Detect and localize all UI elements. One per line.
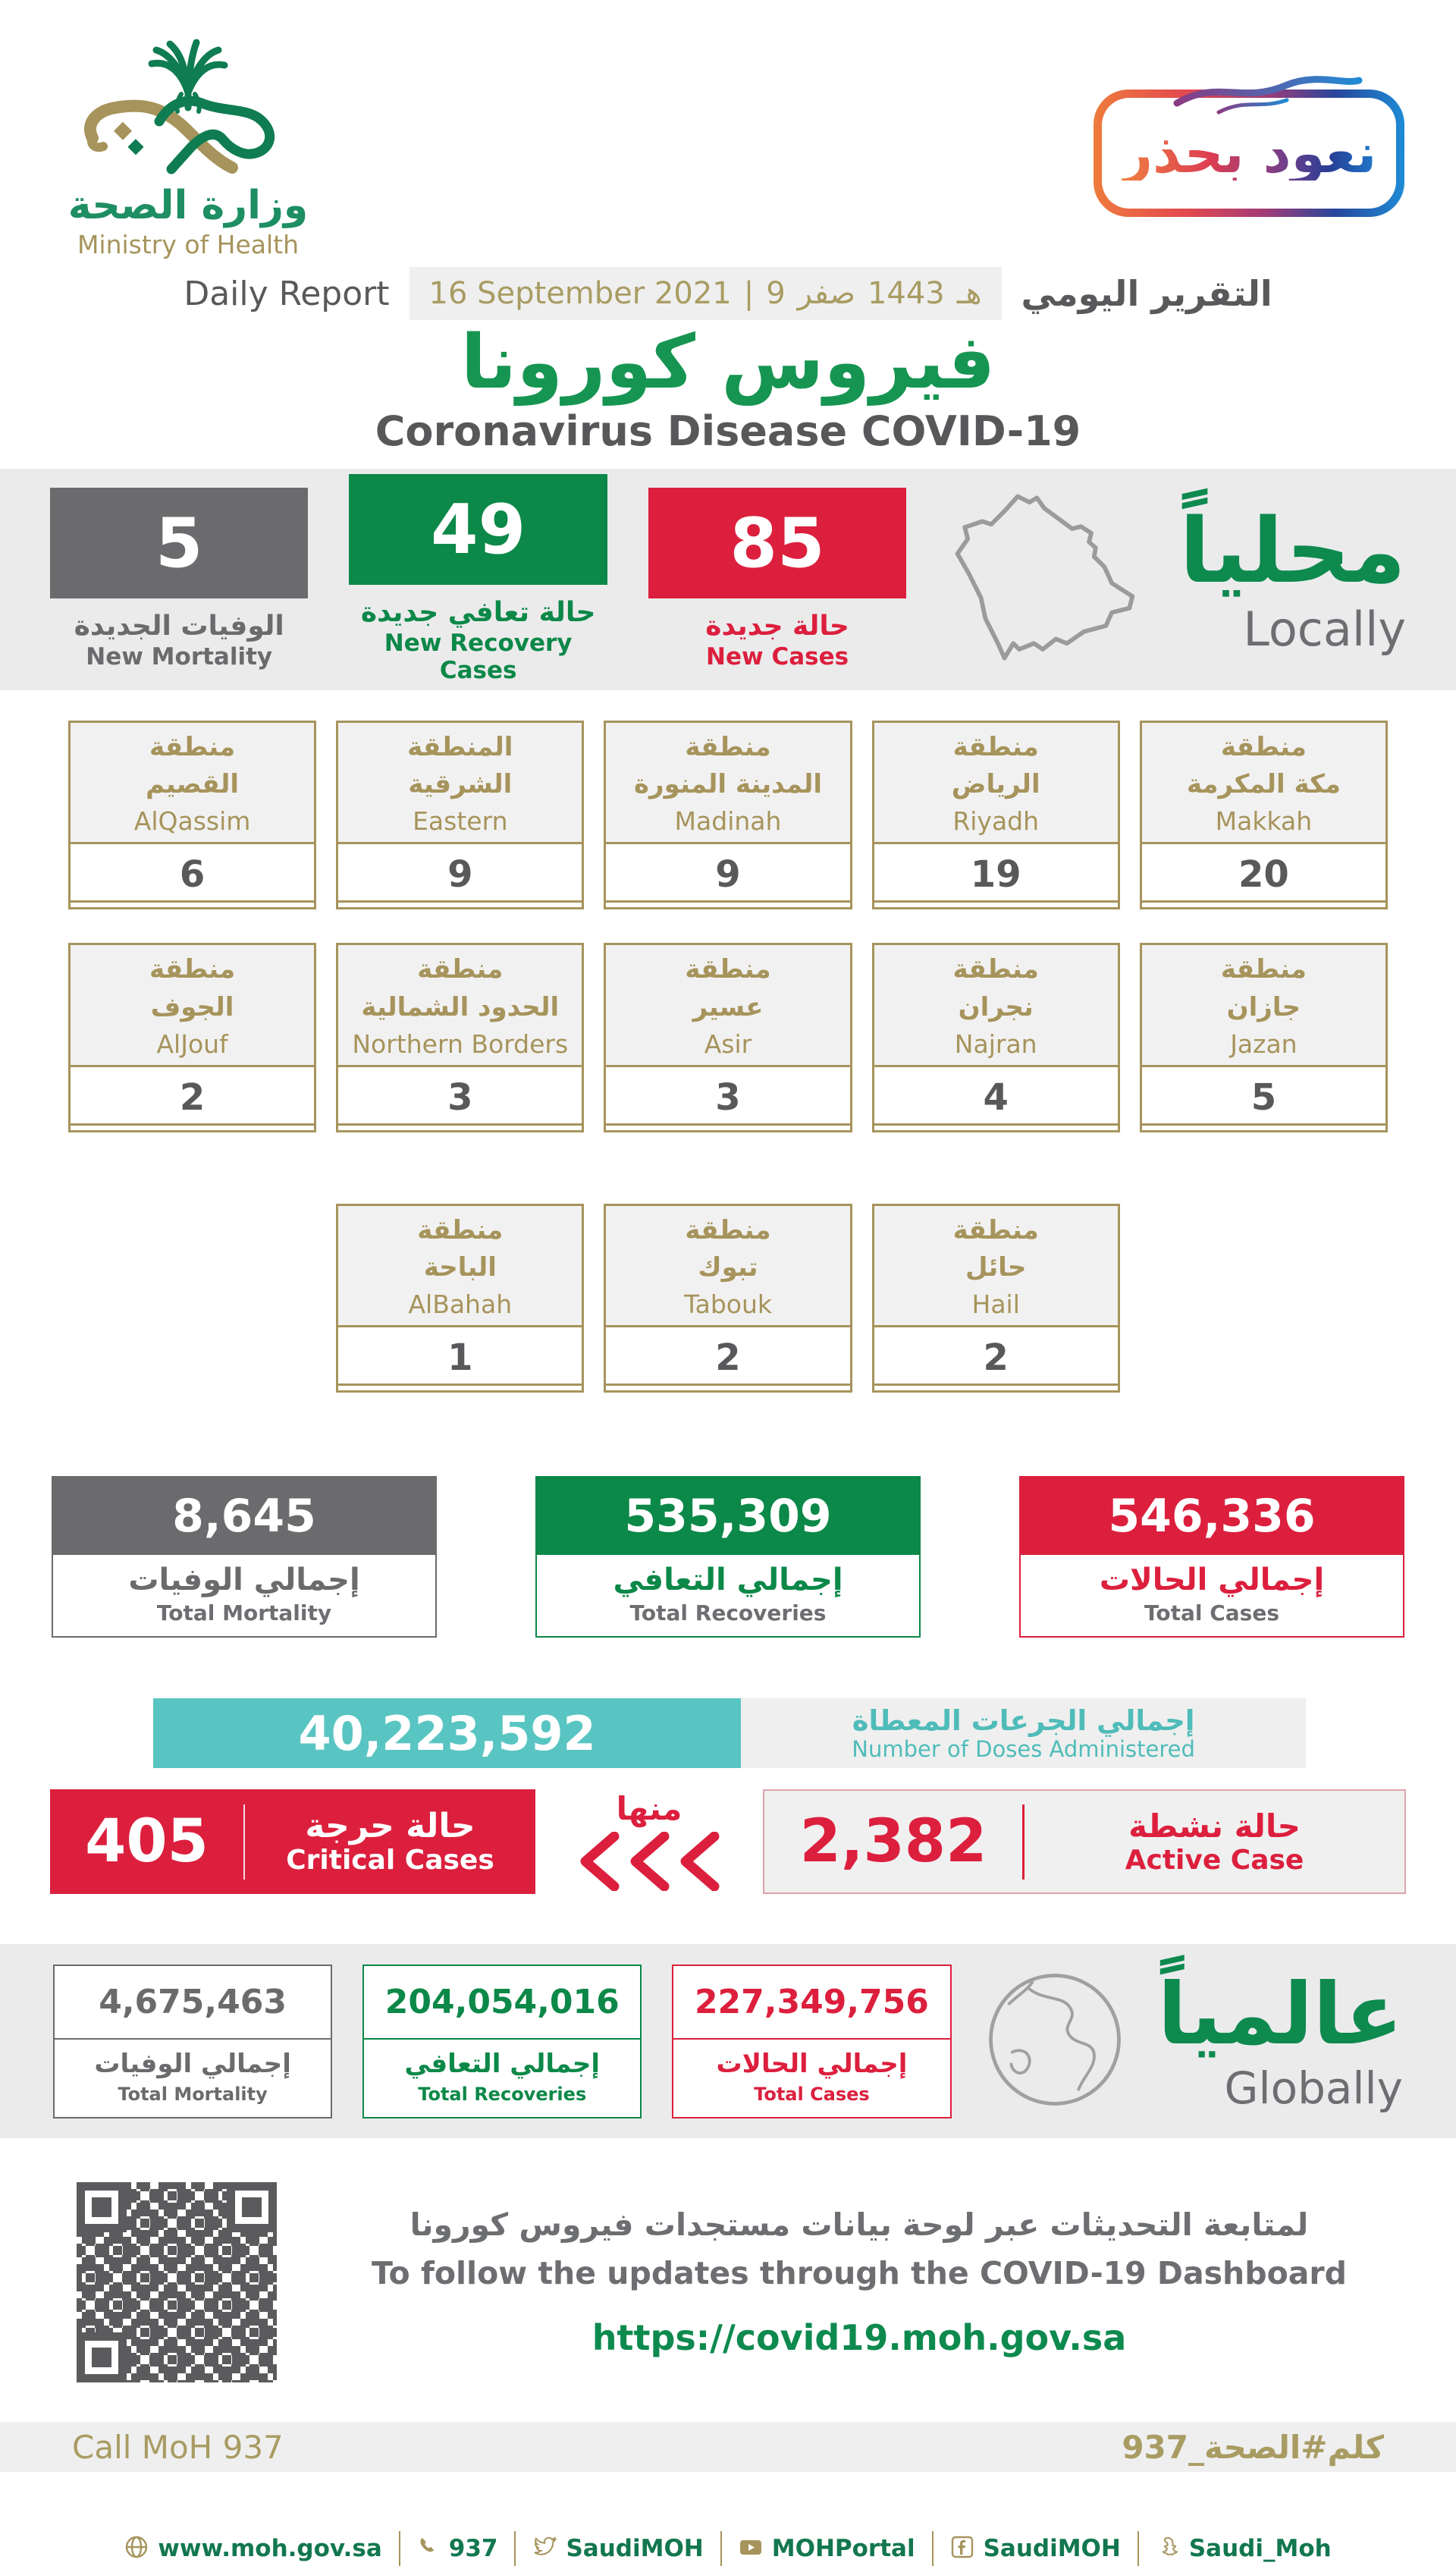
region-value: 9 (715, 853, 741, 897)
critical-cases-value: 405 (85, 1808, 209, 1877)
card-divider (874, 900, 1118, 903)
new-mortality-label-ar: الوفيات الجديدة (74, 611, 284, 642)
doses-label-en: Number of Doses Administered (852, 1736, 1195, 1763)
total-cases-value: 546,336 (1021, 1478, 1403, 1555)
phone-label: 937 (448, 2535, 498, 2563)
new-mortality-value: 5 (50, 488, 308, 598)
region-name-ar2: حائل (965, 1252, 1027, 1283)
locally-heading-en: Locally (1243, 601, 1407, 657)
card-divider (606, 1384, 849, 1386)
region-name-ar2: المدينة المنورة (633, 768, 822, 799)
region-name-en: Riyadh (952, 806, 1040, 837)
separator (399, 2531, 400, 2566)
globe-icon (124, 2535, 149, 2562)
total-recoveries-label-en: Total Recoveries (629, 1600, 827, 1626)
new-recoveries-value: 49 (349, 474, 607, 585)
card-divider (71, 900, 314, 903)
globally-section (0, 1944, 1456, 2138)
card-divider (71, 1123, 314, 1126)
card-divider (874, 1123, 1118, 1126)
card-divider (1142, 900, 1385, 903)
moh-emblem-icon (74, 167, 302, 181)
locally-heading-ar: محلياً (1179, 498, 1407, 603)
global-recoveries-label-ar: إجمالي التعافي (404, 2048, 601, 2079)
region-name-en: Asir (704, 1029, 752, 1059)
hijri-era: هـ (956, 276, 982, 311)
snapchat-icon (1156, 2535, 1180, 2562)
moh-name-arabic: وزارة الصحة (67, 183, 309, 228)
total-cases-box (1019, 1476, 1404, 1638)
region-name-ar: منطقة (149, 954, 236, 985)
region-name-en: AlQassim (133, 806, 251, 837)
card-divider (338, 1384, 582, 1386)
new-recoveries-label-en: New Recovery Cases (384, 630, 573, 685)
region-name-ar2: الجوف (150, 991, 234, 1022)
total-recoveries-label-ar: إجمالي التعافي (613, 1563, 843, 1598)
region-name-ar: المنطقة (407, 731, 513, 762)
snapchat-label: Saudi_Moh (1188, 2535, 1332, 2563)
daily-report-label-ar: التقرير اليومي (1021, 273, 1272, 314)
region-card-najran (872, 943, 1120, 1132)
card-divider (1142, 1123, 1385, 1126)
region-name-ar: منطقة (417, 954, 504, 985)
region-name-ar: منطقة (417, 1214, 504, 1245)
page-title-english: Coronavirus Disease COVID-19 (375, 407, 1081, 455)
of-which-connector (535, 1789, 763, 1894)
globe-icon (982, 1967, 1128, 2115)
youtube-link[interactable] (739, 2535, 915, 2562)
dashboard-url-link[interactable]: https://covid19.moh.gov.sa (592, 2317, 1127, 2359)
date-gregorian: 16 September 2021 (428, 276, 732, 311)
twitter-link[interactable] (532, 2535, 703, 2562)
page-header (0, 0, 1456, 264)
region-name-en: Madinah (674, 806, 782, 837)
region-card-tabouk (604, 1204, 852, 1393)
facebook-icon (950, 2535, 974, 2562)
separator (932, 2531, 934, 2566)
region-name-ar2: جازان (1226, 991, 1301, 1022)
new-mortality-label-en: New Mortality (86, 643, 273, 671)
website-label: www.moh.gov.sa (158, 2535, 382, 2563)
region-name-ar: منطقة (952, 954, 1039, 985)
global-mortality-label-en: Total Mortality (118, 2083, 268, 2105)
region-card-northern-borders (336, 943, 584, 1132)
social-links-row (0, 2531, 1456, 2566)
facebook-link[interactable] (950, 2535, 1121, 2562)
dashboard-text-en: To follow the updates through the COVID-19 Dashboard (372, 2255, 1347, 2292)
global-mortality-label-ar: إجمالي الوفيات (94, 2048, 291, 2079)
region-value: 19 (970, 853, 1021, 897)
region-name-ar: منطقة (685, 731, 771, 762)
facebook-label: SaudiMOH (983, 2535, 1121, 2563)
card-divider (338, 900, 582, 903)
locally-section (0, 469, 1456, 690)
dashboard-section (0, 2138, 1456, 2387)
total-cases-label-en: Total Cases (1144, 1600, 1279, 1626)
new-cases-value: 85 (648, 488, 906, 598)
new-cases-label-en: New Cases (706, 643, 849, 671)
active-cases-value: 2,382 (799, 1808, 987, 1877)
region-name-en: AlBahah (408, 1289, 513, 1320)
dashboard-text-ar: لمتابعة التحديثات عبر لوحة بيانات مستجدات فيروس كورونا (410, 2206, 1309, 2244)
badge-swoosh-icon (1173, 73, 1363, 121)
call-moh-hashtag-ar: كلم#الصحة_937 (1122, 2428, 1384, 2466)
region-name-ar: منطقة (685, 954, 771, 985)
global-mortality-value: 4,675,463 (55, 1966, 331, 2040)
region-card-albahah (336, 1204, 584, 1393)
call-moh-band (0, 2422, 1456, 2472)
youtube-label: MOHPortal (771, 2535, 915, 2563)
globally-heading-ar: عالمياً (1157, 1965, 1403, 2065)
critical-active-row (50, 1789, 1406, 1894)
twitter-label: SaudiMOH (566, 2535, 704, 2563)
phone-link[interactable] (417, 2535, 498, 2562)
active-cases-label-ar: حالة نشطة (1128, 1807, 1301, 1845)
website-link[interactable] (124, 2535, 381, 2562)
report-line (0, 267, 1456, 320)
critical-cases-box (50, 1789, 535, 1894)
moh-name-english: Ministry of Health (77, 230, 300, 259)
of-which-label-ar: منها (616, 1789, 682, 1827)
date-separator: | (743, 276, 755, 311)
region-name-ar2: الرياض (951, 768, 1040, 799)
moh-logo (67, 23, 309, 259)
new-recoveries-stat (349, 474, 607, 684)
region-value: 1 (447, 1336, 473, 1380)
region-name-ar2: القصيم (146, 768, 240, 799)
total-recoveries-value: 535,309 (537, 1478, 919, 1555)
qr-finder-icon (77, 2332, 127, 2382)
new-recoveries-label-ar: حالة تعافي جديدة (360, 597, 596, 629)
new-mortality-stat (50, 488, 308, 671)
region-name-ar2: الشرقية (408, 768, 513, 799)
new-cases-label-ar: حالة جديدة (705, 611, 849, 642)
badge-slogan: نعود بحذر (1121, 121, 1377, 185)
daily-report-label-en: Daily Report (184, 274, 390, 313)
card-divider (606, 1123, 849, 1126)
region-name-ar2: مكة المكرمة (1186, 768, 1341, 799)
region-name-en: AlJouf (156, 1029, 228, 1059)
active-cases-label-en: Active Case (1125, 1844, 1304, 1876)
region-name-ar2: عسير (692, 991, 764, 1022)
region-name-ar: منطقة (952, 1214, 1039, 1245)
hijri-day: 9 (766, 276, 786, 311)
region-card-hail (872, 1204, 1120, 1393)
doses-administered-bar (153, 1698, 1306, 1768)
global-mortality-box (53, 1965, 332, 2118)
global-cases-box (672, 1965, 951, 2118)
region-value: 6 (179, 853, 206, 897)
new-cases-stat (648, 488, 906, 671)
snapchat-link[interactable] (1156, 2535, 1332, 2562)
region-value: 4 (983, 1076, 1009, 1119)
region-value: 5 (1250, 1076, 1277, 1119)
active-cases-box (763, 1789, 1406, 1894)
region-value: 2 (983, 1336, 1009, 1380)
region-name-ar: منطقة (952, 731, 1039, 762)
globally-heading-en: Globally (1224, 2062, 1403, 2115)
phone-icon (417, 2536, 440, 2561)
region-value: 20 (1238, 853, 1289, 897)
region-name-en: Makkah (1215, 806, 1313, 837)
report-date (410, 267, 1002, 320)
global-recoveries-label-en: Total Recoveries (418, 2083, 587, 2105)
total-recoveries-box (535, 1476, 921, 1638)
card-divider (874, 1384, 1118, 1386)
doses-label-ar: إجمالي الجرعات المعطاة (852, 1704, 1195, 1737)
region-name-ar2: الحدود الشمالية (361, 991, 560, 1022)
separator (720, 2531, 722, 2566)
qr-finder-icon (77, 2182, 127, 2232)
critical-cases-label-ar: حالة حرجة (305, 1807, 475, 1846)
region-name-ar: منطقة (149, 731, 236, 762)
global-cases-label-ar: إجمالي الحالات (716, 2048, 908, 2079)
return-with-caution-badge (1094, 90, 1404, 217)
region-value: 2 (179, 1076, 206, 1119)
region-name-en: Jazan (1230, 1029, 1298, 1059)
region-name-ar: منطقة (685, 1214, 771, 1245)
triple-chevron-left-icon (575, 1832, 723, 1894)
region-cards-grid (68, 721, 1388, 1393)
saudi-map-icon (947, 482, 1138, 677)
region-card-riyadh (872, 721, 1120, 910)
twitter-icon (532, 2535, 557, 2562)
region-card-madinah (604, 721, 852, 910)
region-name-ar2: تبوك (698, 1252, 758, 1283)
region-name-en: Eastern (413, 806, 508, 837)
card-divider (606, 900, 849, 903)
global-cases-value: 227,349,756 (673, 1966, 949, 2040)
region-name-ar2: الباحة (423, 1252, 497, 1283)
region-name-en: Hail (971, 1289, 1020, 1320)
region-value: 9 (447, 853, 473, 897)
total-mortality-box (52, 1476, 437, 1638)
locally-heading (1179, 498, 1407, 657)
region-name-en: Tabouk (683, 1289, 773, 1320)
region-card-aljouf (68, 943, 316, 1132)
region-name-en: Najran (954, 1029, 1037, 1059)
region-value: 2 (715, 1336, 741, 1380)
critical-cases-label-en: Critical Cases (286, 1844, 494, 1876)
global-recoveries-box (362, 1965, 642, 2118)
total-mortality-label-ar: إجمالي الوفيات (128, 1563, 360, 1598)
separator (514, 2531, 516, 2566)
hijri-month: صفر (797, 276, 855, 311)
region-card-eastern (336, 721, 584, 910)
region-card-jazan (1140, 943, 1388, 1132)
local-totals-row (52, 1476, 1404, 1638)
doses-value: 40,223,592 (153, 1698, 741, 1768)
total-cases-label-ar: إجمالي الحالات (1099, 1563, 1325, 1598)
hijri-year: 1443 (867, 276, 945, 311)
globally-heading (1157, 1965, 1403, 2115)
separator (1138, 2531, 1139, 2566)
global-cases-label-en: Total Cases (754, 2083, 870, 2105)
region-card-makkah (1140, 721, 1388, 910)
card-divider (338, 1123, 582, 1126)
region-card-asir (604, 943, 852, 1132)
region-card-alqassim (68, 721, 316, 910)
region-name-en: Northern Borders (352, 1029, 569, 1059)
qr-code (72, 2178, 281, 2387)
youtube-icon (739, 2535, 763, 2562)
region-value: 3 (447, 1076, 473, 1119)
region-name-ar: منطقة (1220, 731, 1307, 762)
total-mortality-label-en: Total Mortality (156, 1600, 332, 1626)
total-mortality-value: 8,645 (53, 1478, 435, 1555)
region-name-ar: منطقة (1220, 954, 1307, 985)
divider (243, 1804, 245, 1880)
global-recoveries-value: 204,054,016 (364, 1966, 640, 2040)
region-value: 3 (715, 1076, 741, 1119)
page-title-arabic: فيروس كورونا (460, 319, 996, 406)
qr-finder-icon (227, 2182, 277, 2232)
region-name-ar2: نجران (958, 991, 1034, 1022)
call-moh-label-en: Call MoH 937 (72, 2428, 284, 2466)
